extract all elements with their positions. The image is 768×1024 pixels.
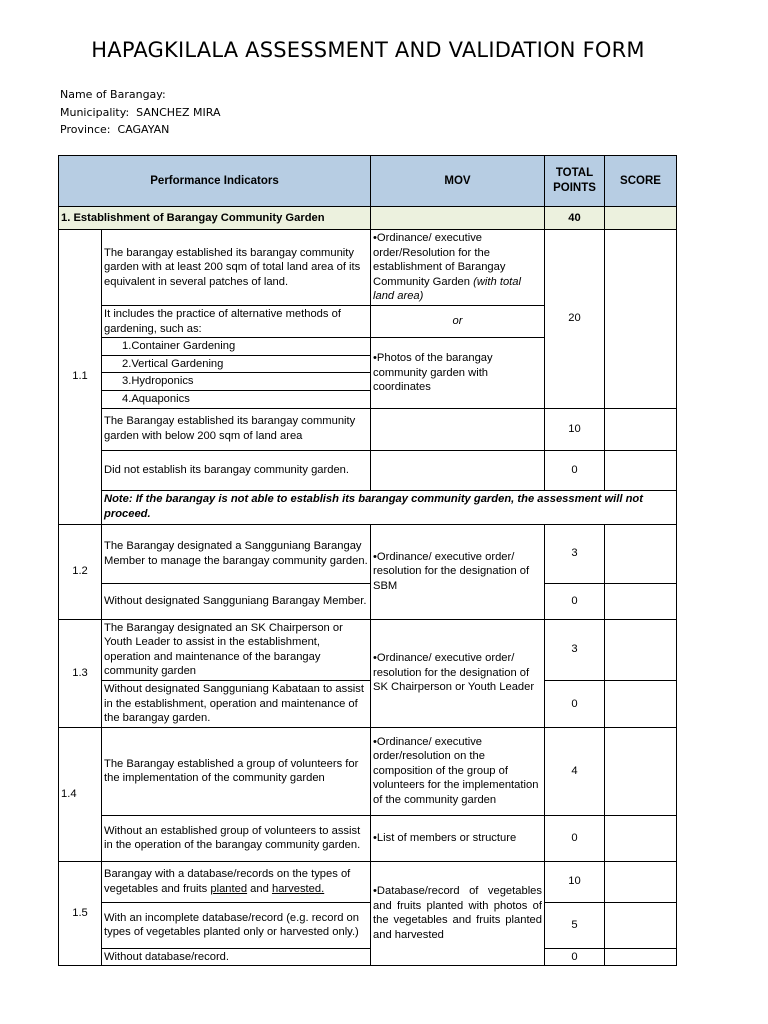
points-cell: 0 <box>545 948 605 966</box>
points-cell: 4 <box>545 727 605 815</box>
indicator-text: Without designated Sangguniang Barangay Member. <box>102 583 371 619</box>
assessment-table <box>58 155 677 966</box>
table-row <box>59 680 677 727</box>
section-points: 40 <box>545 207 605 230</box>
mov-or-text: or <box>371 305 545 337</box>
mov-cell <box>371 230 545 306</box>
indicator-number: 1.4 <box>59 727 102 861</box>
indicator-text: Without designated Sangguniang Kabataan to assist in the establishment, operation and maintenance of the barangay garden. <box>102 680 371 727</box>
points-cell: 3 <box>545 619 605 680</box>
mov-cell: •Ordinance/ executive order/resolution on the composition of the group of volunteers for the implementation of the community garden <box>371 727 545 815</box>
score-cell[interactable] <box>605 902 677 948</box>
points-cell: 0 <box>545 680 605 727</box>
mov-cell: •List of members or structure <box>371 815 545 861</box>
section-mov-cell <box>371 207 545 230</box>
table-row <box>59 450 677 490</box>
section-row <box>59 207 677 230</box>
score-cell[interactable] <box>605 680 677 727</box>
points-cell: 20 <box>545 230 605 409</box>
indicator-text: The Barangay established a group of volunteers for the implementation of the community garden <box>102 727 371 815</box>
indicator-number: 1.3 <box>59 619 102 727</box>
score-cell[interactable] <box>605 727 677 815</box>
header-score: SCORE <box>605 156 677 207</box>
score-cell[interactable] <box>605 619 677 680</box>
indicator-text: Without database/record. <box>102 948 371 966</box>
points-cell: 0 <box>545 450 605 490</box>
province-value: CAGAYAN <box>117 123 170 136</box>
points-cell: 0 <box>545 583 605 619</box>
indicator-text: The Barangay designated an SK Chairperson or Youth Leader to assist in the establishment, operation and maintenance of the barangay community garden <box>102 619 371 680</box>
indicator-text: The barangay established its barangay community garden with at least 200 sqm of total land area of its equivalent in several patches of land. <box>102 230 371 306</box>
indicator-text-underlined: planted <box>210 882 248 895</box>
points-cell: 10 <box>545 408 605 450</box>
score-cell[interactable] <box>605 230 677 409</box>
method-item: 4.Aquaponics <box>102 390 371 408</box>
score-cell[interactable] <box>605 450 677 490</box>
indicator-text: The Barangay designated a Sangguniang Barangay Member to manage the barangay community garden. <box>102 524 371 583</box>
province-label: Province: <box>60 123 111 136</box>
mov-cell <box>371 450 545 490</box>
score-cell[interactable] <box>605 815 677 861</box>
indicator-text-part: Barangay with a database/records on the types of vegetables and fruits <box>104 868 351 895</box>
points-cell: 3 <box>545 524 605 583</box>
table-row <box>59 902 677 948</box>
header-performance-indicators: Performance Indicators <box>59 156 371 207</box>
indicator-text <box>102 861 371 902</box>
indicator-text: With an incomplete database/record (e.g. record on types of vegetables planted only or harvested only.) <box>102 902 371 948</box>
indicator-text-underlined: harvested. <box>271 882 325 895</box>
mov-italic-text: (with total land area) <box>373 275 521 303</box>
barangay-row <box>60 86 221 104</box>
indicator-text: Without an established group of volunteers to assist in the operation of the barangay community garden. <box>102 815 371 861</box>
method-item: 2.Vertical Gardening <box>102 355 371 373</box>
table-row <box>59 815 677 861</box>
form-header-info <box>60 86 221 139</box>
method-item: 1.Container Gardening <box>102 338 371 356</box>
method-item: 3.Hydroponics <box>102 373 371 391</box>
indicator-text-part: and <box>247 882 272 895</box>
table-header-row <box>59 156 677 207</box>
mov-cell <box>371 408 545 450</box>
header-mov: MOV <box>371 156 545 207</box>
page-title: HAPAGKILALA ASSESSMENT AND VALIDATION FORM <box>91 38 645 62</box>
table-row <box>59 490 677 524</box>
score-cell[interactable] <box>605 948 677 966</box>
indicator-number: 1.1 <box>59 230 102 525</box>
table-row <box>59 727 677 815</box>
points-cell: 5 <box>545 902 605 948</box>
indicator-text: It includes the practice of alternative methods of gardening, such as: <box>102 305 371 337</box>
barangay-label: Name of Barangay: <box>60 88 166 101</box>
municipality-row <box>60 104 221 122</box>
table-row <box>59 583 677 619</box>
note-text: Note: If the barangay is not able to establish its barangay community garden, the assessment will not proceed. <box>102 490 677 524</box>
table-row <box>59 619 677 680</box>
score-cell[interactable] <box>605 408 677 450</box>
score-cell[interactable] <box>605 524 677 583</box>
mov-cell: •Ordinance/ executive order/ resolution for the designation of SBM <box>371 524 545 619</box>
indicator-text: Did not establish its barangay community garden. <box>102 450 371 490</box>
points-cell: 0 <box>545 815 605 861</box>
mov-cell: •Photos of the barangay community garden with coordinates <box>371 338 545 408</box>
mov-cell: •Database/record of vegetables and fruits planted with photos of the vegetables and fruits planted and harvested <box>371 861 545 966</box>
points-cell: 10 <box>545 861 605 902</box>
header-total-points: TOTAL POINTS <box>545 156 605 207</box>
table-row <box>59 948 677 966</box>
score-cell[interactable] <box>605 583 677 619</box>
indicator-number: 1.5 <box>59 861 102 966</box>
indicator-text: The Barangay established its barangay community garden with below 200 sqm of land area <box>102 408 371 450</box>
section-label: 1. Establishment of Barangay Community Garden <box>59 207 371 230</box>
score-cell[interactable] <box>605 861 677 902</box>
municipality-value: SANCHEZ MIRA <box>136 105 221 119</box>
table-row <box>59 861 677 902</box>
province-row <box>60 121 221 139</box>
indicator-number: 1.2 <box>59 524 102 619</box>
mov-text: •Ordinance/ executive order/Resolution for the establishment of Barangay Community Garden <box>373 232 506 288</box>
table-row <box>59 524 677 583</box>
table-row <box>59 230 677 306</box>
section-score-cell[interactable] <box>605 207 677 230</box>
municipality-label: Municipality: <box>60 105 130 119</box>
table-row <box>59 408 677 450</box>
mov-cell: •Ordinance/ executive order/ resolution for the designation of SK Chairperson or Youth Leader <box>371 619 545 727</box>
